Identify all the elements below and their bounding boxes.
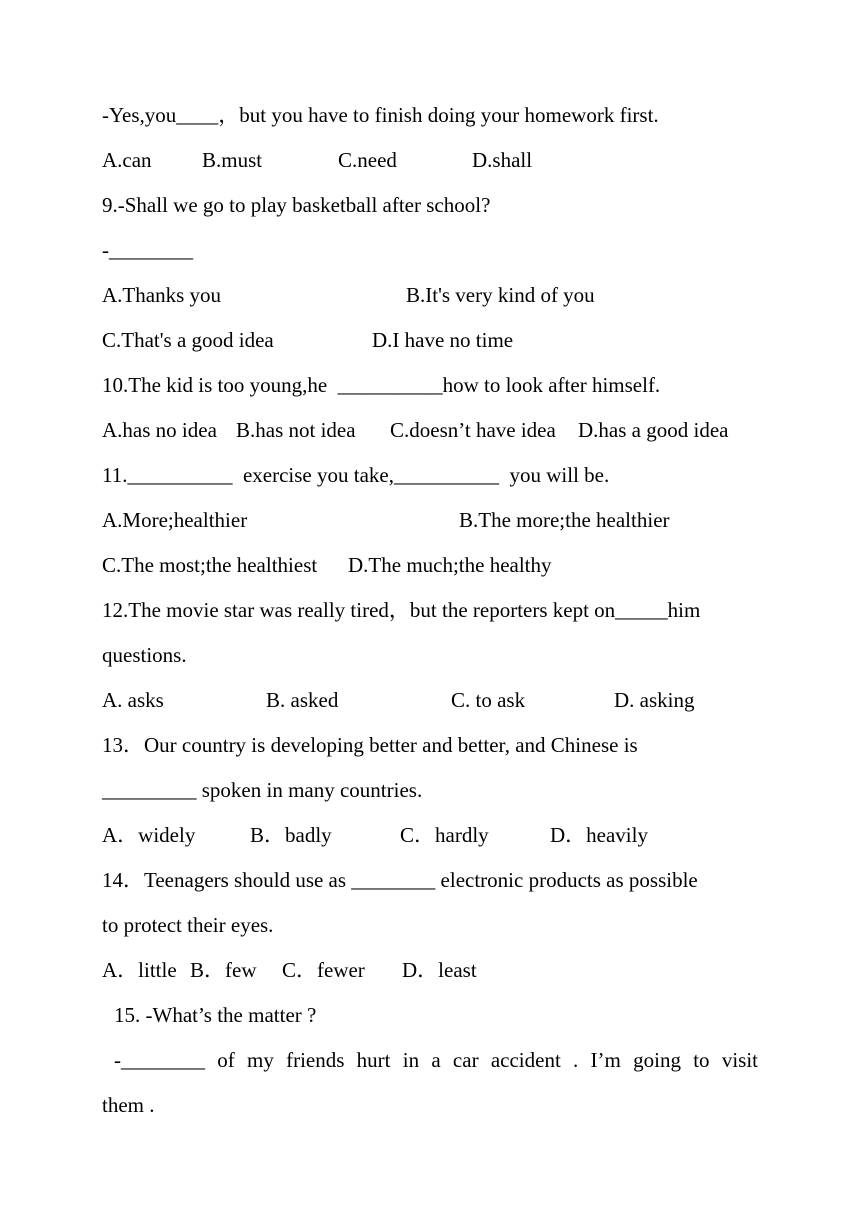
q9-option-b: B.It's very kind of you bbox=[406, 283, 595, 307]
q8-option-c: C.need bbox=[338, 148, 397, 172]
q8-option-b: B.must bbox=[202, 148, 263, 172]
q8-option-a: A.can bbox=[102, 148, 152, 172]
q15-answer-line1: -________ of my friends hurt in a car accident . I’m going to visit bbox=[114, 1048, 758, 1072]
q9-question: 9.-Shall we go to play basketball after school? bbox=[102, 193, 491, 217]
q11-option-c: C.The most;the healthiest bbox=[102, 553, 318, 577]
q15-question: 15. -What’s the matter ? bbox=[114, 1003, 317, 1027]
q12-option-d: D. asking bbox=[614, 688, 695, 712]
q10-question: 10.The kid is too young,he __________how to look after himself. bbox=[102, 373, 661, 397]
q9-option-c: C.That's a good idea bbox=[102, 328, 274, 352]
q11-option-b: B.The more;the healthier bbox=[459, 508, 670, 532]
q9-option-a: A.Thanks you bbox=[102, 283, 221, 307]
q11-option-d: D.The much;the healthy bbox=[348, 553, 552, 577]
q15-answer-line2: them . bbox=[102, 1093, 155, 1117]
q11-option-a: A.More;healthier bbox=[102, 508, 248, 532]
q13-option-c: C．hardly bbox=[400, 823, 489, 847]
q9-answer-line: -________ bbox=[102, 238, 193, 262]
q13-option-a: A．widely bbox=[102, 823, 196, 847]
q8-option-d: D.shall bbox=[472, 148, 533, 172]
q10-option-b: B.has not idea bbox=[236, 418, 356, 442]
q13-question-line2: _________ spoken in many countries. bbox=[102, 778, 423, 802]
q14-question-line2: to protect their eyes. bbox=[102, 913, 274, 937]
q12-option-c: C. to ask bbox=[451, 688, 526, 712]
q13-option-d: D．heavily bbox=[550, 823, 648, 847]
q10-option-d: D.has a good idea bbox=[578, 418, 729, 442]
q12-question-line2: questions. bbox=[102, 643, 187, 667]
q13-question-line1: 13．Our country is developing better and better, and Chinese is bbox=[102, 733, 638, 757]
q11-question: 11.__________ exercise you take,__________ you will be. bbox=[102, 463, 610, 487]
q13-option-b: B．badly bbox=[250, 823, 332, 847]
q12-option-b: B. asked bbox=[266, 688, 339, 712]
q10-option-a: A.has no idea bbox=[102, 418, 217, 442]
q8-answer-line: -Yes,you____，but you have to finish doing your homework first. bbox=[102, 103, 659, 127]
q14-option-d: D．least bbox=[402, 958, 477, 982]
q14-option-b: B．few bbox=[190, 958, 257, 982]
q10-option-c: C.doesn’t have idea bbox=[390, 418, 556, 442]
q14-option-a: A．little bbox=[102, 958, 177, 982]
q12-question-line1: 12.The movie star was really tired，but the reporters kept on_____him bbox=[102, 598, 701, 622]
q14-option-c: C．fewer bbox=[282, 958, 365, 982]
q12-option-a: A. asks bbox=[102, 688, 164, 712]
q14-question-line1: 14．Teenagers should use as ________ electronic products as possible bbox=[102, 868, 698, 892]
q9-option-d: D.I have no time bbox=[372, 328, 514, 352]
